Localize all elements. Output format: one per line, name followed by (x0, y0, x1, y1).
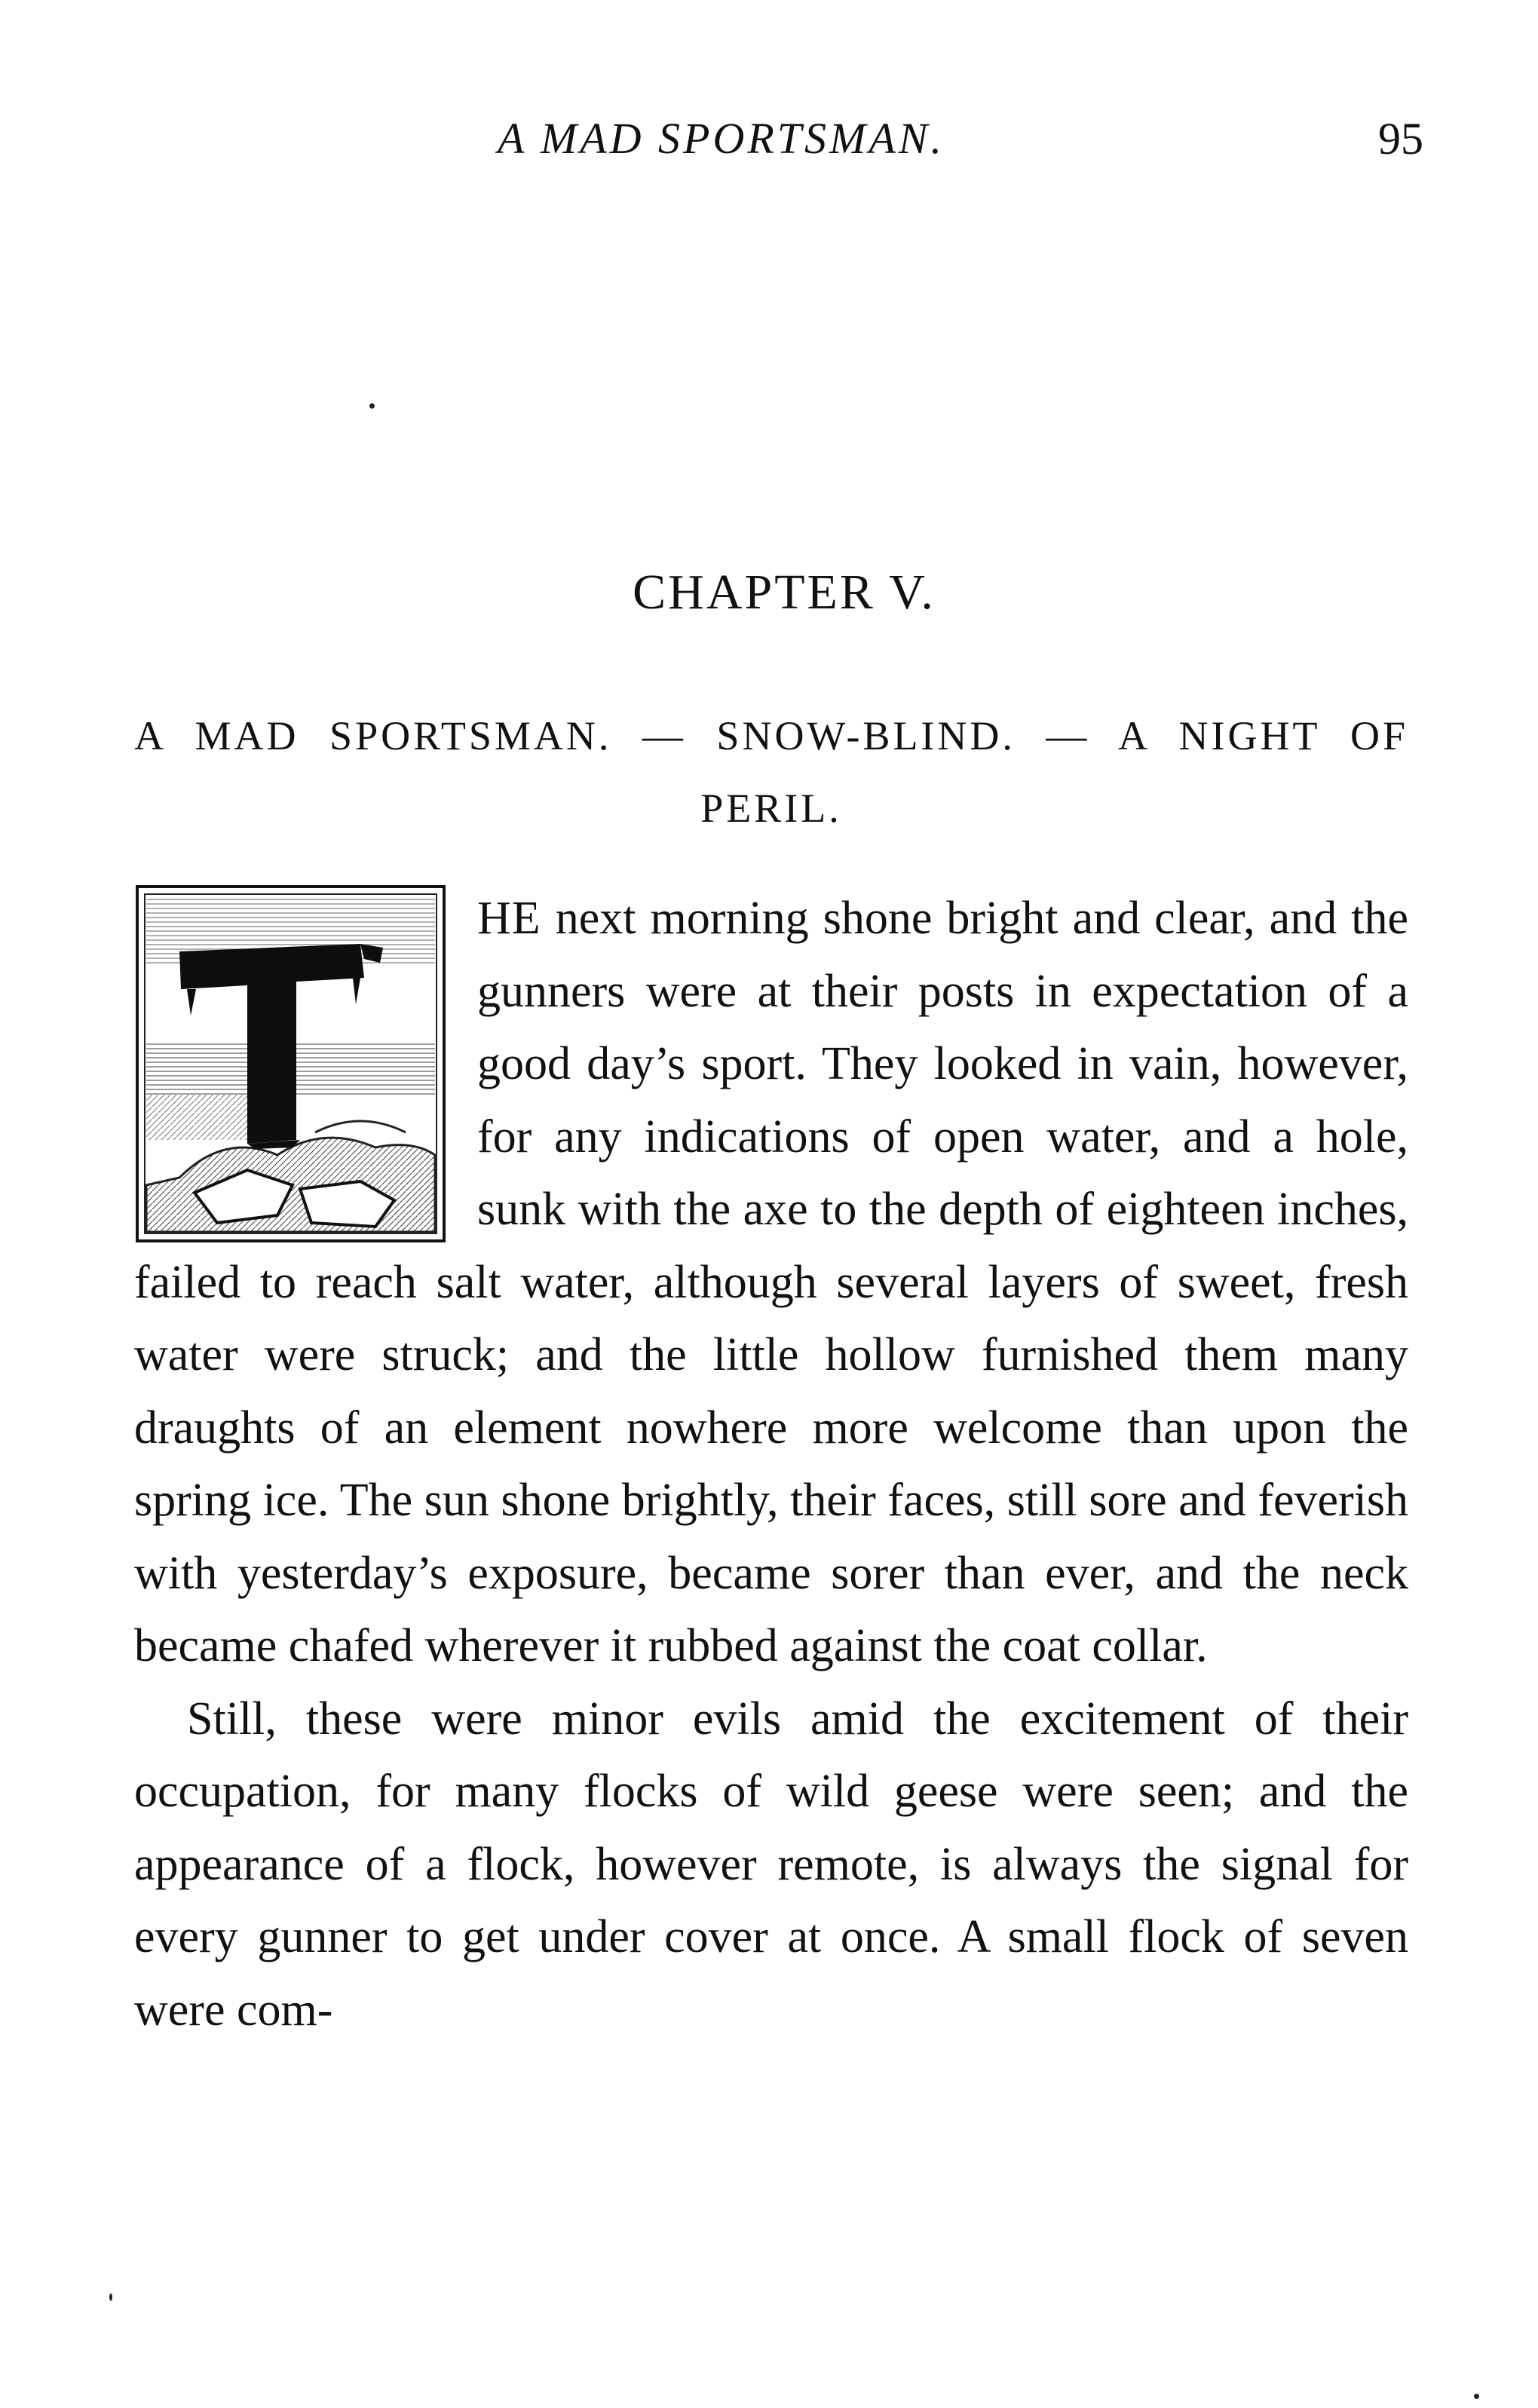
paragraph-1 (134, 882, 1408, 1683)
running-head (0, 113, 1538, 173)
run-in-capitals: HE (477, 893, 541, 944)
stray-mark (1474, 2394, 1479, 2399)
stray-mark (369, 403, 375, 409)
chapter-title: CHAPTER V. (633, 565, 936, 620)
running-title: A MAD SPORTSMAN. (498, 114, 945, 163)
chapter-summary: A MAD SPORTSMAN. — SNOW-BLIND. — A NIGHT OF PERIL. (134, 713, 1408, 831)
paragraph-1-text: next morning shone bright and clear, and the gunners were at their posts in expectation of a good day’s sport. They looked in vain, however, for any indications of open water, and a hole, sunk with the axe to the depth of eighteen inches, failed to reach salt water, although several layers of sweet, fresh water were struck; and the little hollow furnished them many draughts of an element nowhere more welcome than upon the spring ice. The sun shone brightly, their faces, still sore and feverish with yesterday’s exposure, became sorer than ever, and the neck became chafed wherever it rubbed against the coat collar. (134, 893, 1408, 1671)
page-number: 95 (1378, 114, 1423, 164)
illuminated-initial-t-icon (134, 884, 447, 1244)
paragraph-2: Still, these were minor evils amid the excitement of their occupation, for many flocks of wild geese were seen; and the appearance of a flock, however remote, is always the signal for every gunner to get under cover at once. A small flock of seven were com- (134, 1693, 1408, 2036)
body-text (134, 882, 1408, 2046)
stray-mark (109, 2293, 112, 2301)
